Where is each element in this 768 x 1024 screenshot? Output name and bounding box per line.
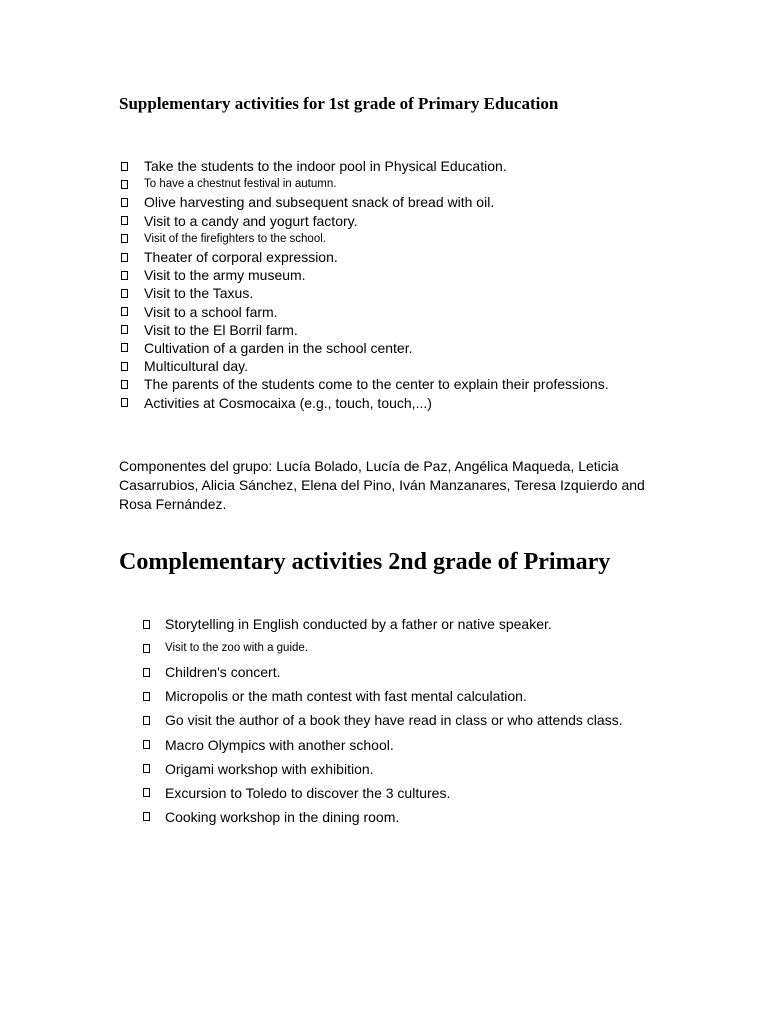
checkbox-bullet-icon [121, 253, 128, 262]
checkbox-bullet-icon [121, 271, 128, 280]
list-item [119, 193, 609, 211]
list-item [119, 393, 609, 411]
list-item-text: Theater of corporal expression. [144, 249, 338, 266]
checkbox-bullet-icon [143, 812, 150, 821]
list-item-text: Activities at Cosmocaixa (e.g., touch, touch,...) [144, 394, 432, 411]
checkbox-bullet-icon [143, 668, 150, 677]
list-item-text: Cooking workshop in the dining room. [165, 808, 400, 825]
section1-title: Supplementary activities for 1st grade of Primary Education [119, 94, 559, 113]
list-item-text: Cultivation of a garden in the school center. [144, 339, 413, 356]
list-item [141, 781, 623, 805]
list-item [119, 248, 609, 266]
checkbox-bullet-icon [121, 398, 128, 407]
list-item-text: Visit to the Taxus. [144, 285, 254, 302]
list-item-text: Micropolis or the math contest with fast mental calculation. [165, 688, 527, 705]
list-item [141, 805, 623, 829]
list-item [119, 230, 609, 248]
list-item [141, 636, 623, 660]
list-item-text: Macro Olympics with another school. [165, 736, 394, 753]
group-members-text: Componentes del grupo: Lucía Bolado, Lucía de Paz, Angélica Maqueda, Leticia Casarrubios, Alicia Sánchez, Elena del Pino, Iván Manzanares, Teresa Izquierdo and Rosa Fernández. [119, 458, 645, 512]
section1-activity-list [119, 157, 609, 412]
list-item [141, 660, 623, 684]
list-item [141, 612, 623, 636]
list-item-text: Visit to the army museum. [144, 267, 306, 284]
checkbox-bullet-icon [143, 620, 150, 629]
checkbox-bullet-icon [121, 343, 128, 352]
list-item-text: Origami workshop with exhibition. [165, 760, 374, 777]
list-item-text: Go visit the author of a book they have read in class or who attends class. [165, 712, 623, 729]
checkbox-bullet-icon [121, 216, 128, 225]
checkbox-bullet-icon [143, 716, 150, 725]
list-item [141, 708, 623, 732]
checkbox-bullet-icon [143, 764, 150, 773]
section2-title: Complementary activities 2nd grade of Primary [119, 549, 611, 575]
list-item [119, 284, 609, 302]
list-item [119, 321, 609, 339]
list-item [119, 175, 609, 193]
list-item-text: The parents of the students come to the center to explain their professions. [144, 376, 609, 393]
list-item-text: Visit to the El Borril farm. [144, 321, 298, 338]
checkbox-bullet-icon [121, 289, 128, 298]
list-item [141, 684, 623, 708]
list-item [119, 157, 609, 175]
list-item-text: To have a chestnut festival in autumn. [144, 178, 337, 191]
list-item [119, 375, 609, 393]
list-item-text: Children's concert. [165, 664, 281, 681]
list-item-text: Visit to a school farm. [144, 303, 278, 320]
checkbox-bullet-icon [121, 180, 128, 189]
list-item [141, 757, 623, 781]
list-item [119, 339, 609, 357]
checkbox-bullet-icon [121, 325, 128, 334]
checkbox-bullet-icon [121, 234, 128, 243]
checkbox-bullet-icon [143, 740, 150, 749]
checkbox-bullet-icon [121, 362, 128, 371]
list-item-text: Take the students to the indoor pool in Physical Education. [144, 158, 507, 175]
checkbox-bullet-icon [143, 788, 150, 797]
list-item [119, 266, 609, 284]
list-item-text: Storytelling in English conducted by a father or native speaker. [165, 616, 552, 633]
checkbox-bullet-icon [121, 307, 128, 316]
list-item-text: Visit of the firefighters to the school. [144, 232, 326, 245]
checkbox-bullet-icon [143, 692, 150, 701]
list-item-text: Multicultural day. [144, 358, 249, 375]
list-item-text: Visit to the zoo with a guide. [165, 642, 308, 655]
list-item-text: Excursion to Toledo to discover the 3 cultures. [165, 784, 451, 801]
list-item [119, 212, 609, 230]
list-item [119, 303, 609, 321]
checkbox-bullet-icon [121, 162, 128, 171]
checkbox-bullet-icon [121, 198, 128, 207]
checkbox-bullet-icon [121, 380, 128, 389]
list-item [141, 732, 623, 756]
list-item [119, 357, 609, 375]
list-item-text: Visit to a candy and yogurt factory. [144, 212, 358, 229]
checkbox-bullet-icon [143, 644, 150, 653]
list-item-text: Olive harvesting and subsequent snack of bread with oil. [144, 194, 495, 211]
section2-activity-list [141, 612, 623, 829]
